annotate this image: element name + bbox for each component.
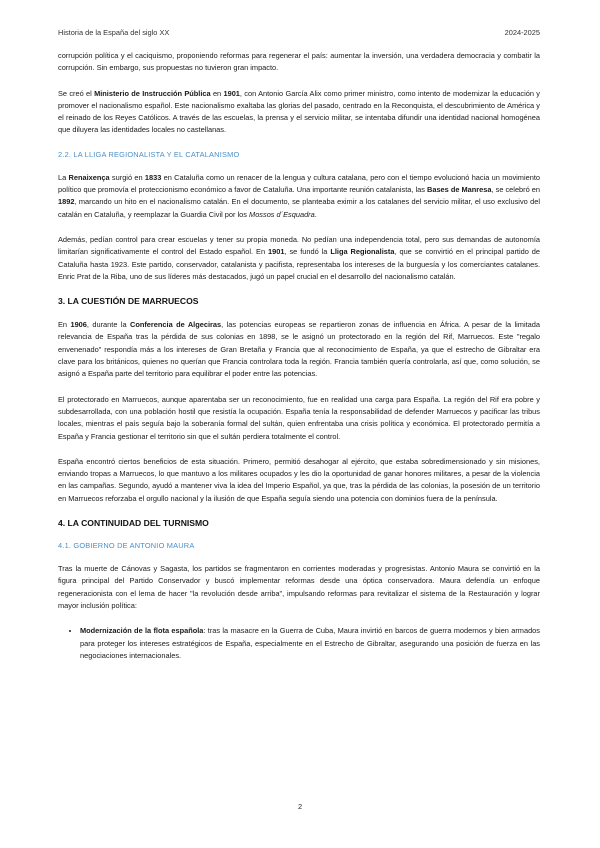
subsection-heading-lliga: 2.2. LA LLIGA REGIONALISTA Y EL CATALANISMO	[58, 149, 240, 159]
paragraph-protectorado: El protectorado en Marruecos, aunque aparentaba ser un reconocimiento, fue en realidad una carga para España. La región del Rif era pobre y subdesarrollada, con una población hostil que resistía la ocupación. España tenía la responsabilidad de defender Marruecos y pacificar las tribus locales, mientras el país seguía bajo la soberanía formal del sultán, quien enfrentaba una crisis política y económica. El protectorado permitía a España y Francia gestionar el territorio sin que el sultán perdiera totalmente el control.	[58, 394, 540, 441]
header-year: 2024-2025	[504, 28, 540, 37]
subsection-heading-maura: 4.1. GOBIERNO DE ANTONIO MAURA	[58, 541, 195, 551]
page-header	[58, 28, 540, 40]
section-heading-marruecos: 3. LA CUESTIÓN DE MARRUECOS	[58, 296, 199, 307]
section-heading-turnismo: 4. LA CONTINUIDAD DEL TURNISMO	[58, 518, 209, 529]
page-number: 2	[297, 802, 303, 811]
page-content	[58, 50, 540, 662]
paragraph-algeciras: En 1906, durante la Conferencia de Algeciras, las potencias europeas se repartieron zonas de influencia en África. A pesar de la limitada relevancia de España tras la pérdida de sus colonias en 1898, se le asignó un protectorado en la región del Rif, Marruecos. Este "regalo envenenado" respondía más a los intereses de Gran Bretaña y Francia que al reconocimiento de España, ya que el estrecho de Gibraltar era clave para los británicos, quienes no querían que Francia controlara toda la región. Francia también quería controlarla, así que, como solución, se asignó a España parte del territorio para equilibrar el poder entre las potencias.	[58, 320, 540, 379]
paragraph-beneficios: España encontró ciertos beneficios de esta situación. Primero, permitió desahogar al ejército, que estaba sobredimensionado y sin misiones, enviando tropas a Marruecos, lo que mantuvo a los militares ocupados y les dio la oportunidad de ganar honores militares, a pesar de la violencia en las campañas. Segundo, ayudó a mantener viva la idea del Imperio Español, ya que, tras la pérdida de las colonias, la posesión de un territorio en Marruecos reforzaba el orgullo nacional y la ilusión de que España seguía siendo una potencia con dominios fuera de la península.	[58, 456, 540, 503]
paragraph-lliga-regionalista: Además, pedían control para crear escuelas y tener su propia moneda. No pedían una independencia total, pero sus demandas de autonomía limitarían significativamente el control del Estado español. En 1901, se fundó la Lliga Regionalista, que se convirtió en el principal partido de Cataluña hasta 1923. Este partido, conservador, catalanista y pacifista, representaba los intereses de la burguesía y los comerciantes catalanes. Enric Prat de la Riba, uno de sus líderes más destacados, jugó un papel crucial en el desarrollo del nacionalismo catalán.	[58, 234, 540, 281]
list-item: • Modernización de la flota española: tras la masacre en la Guerra de Cuba, Maura invirtió en barcos de guerra modernos y bien armados para proteger los intereses estratégicos de España, especialmente en el Estrecho de Gibraltar, asegurando una posición de fuerza en las negociaciones internacionales.	[80, 625, 540, 662]
paragraph-ministerio: Se creó el Ministerio de Instrucción Pública en 1901, con Antonio García Alix como primer ministro, como intento de modernizar la educación y promover el nacionalismo español. Este nacionalismo exaltaba las glorias del pasado, centrado en la Reconquista, el descubrimiento de América y el reinado de los Reyes Católicos. A través de las escuelas, la prensa y el servicio militar, se intentaba difundir una identidad nacional homogénea que diluyera las identidades locales no castellanas.	[58, 88, 540, 135]
paragraph-renaixenca: La Renaixença surgió en 1833 en Cataluña como un renacer de la lengua y cultura catalana, pero con el tiempo evolucionó hacia un movimiento político que promovía el proteccionismo económico a favor de Cataluña. Una importante reunión catalanista, las Bases de Manresa, se celebró en 1892, marcando un hito en el nacionalismo catalán. En el documento, se planteaba eximir a los catalanes del servicio militar, el uso exclusivo del catalán en Cataluña, y reemplazar la Guardia Civil por los Mossos d´Esquadra.	[58, 172, 541, 219]
paragraph-maura: Tras la muerte de Cánovas y Sagasta, los partidos se fragmentaron en corrientes moderadas y progresistas. Antonio Maura se convirtió en la figura principal del Partido Conservador y buscó implementar reformas desde una óptica conservadora. Maura defendía un enfoque regeneracionista con el lema de hacer "la revolución desde arriba", impulsando reformas para revitalizar el sistema de la Restauración y lograr mayor inclusión política:	[58, 564, 540, 610]
reform-list	[58, 625, 540, 662]
header-title: Historia de la España del siglo XX	[58, 28, 170, 37]
paragraph-regeneracionismo: corrupción política y el caciquismo, proponiendo reformas para regenerar el país: aumentar la inversión, una verdadera democracia y combatir la corrupción. Sin embargo, sus propuestas no tuvieron gran impacto.	[58, 51, 540, 73]
